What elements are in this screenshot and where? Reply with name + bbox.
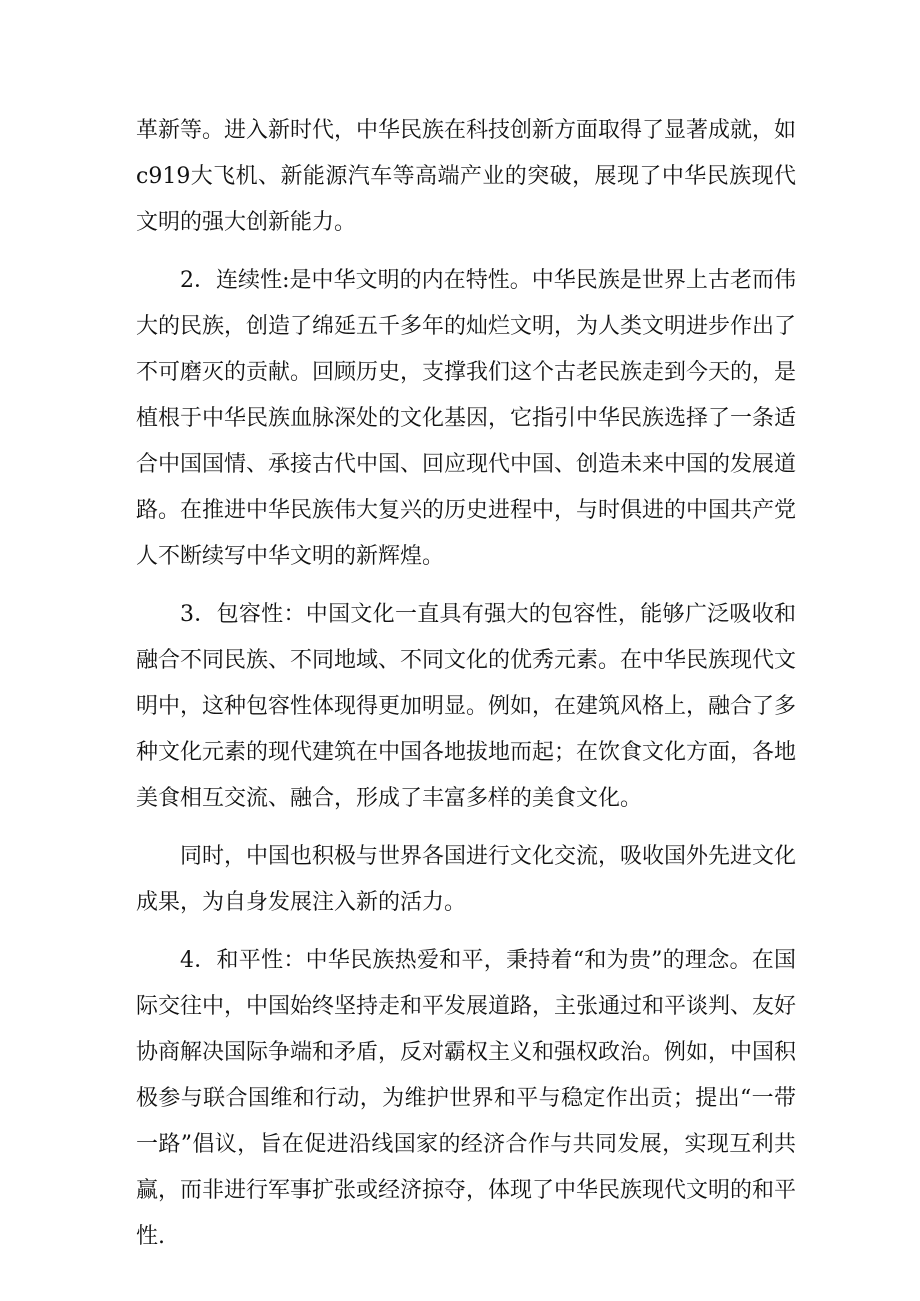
paragraph-innovation-continued: 革新等。进入新时代，中华民族在科技创新方面取得了显著成就，如c919大飞机、新能源汽车等高端产业的突破，展现了中华民族现代文明的强大创新能力。 — [136, 118, 797, 235]
paragraph-peacefulness: 4．和平性：中华民族热爱和平，秉持着“和为贵”的理念。在国际交往中，中国始终坚持走和平发展道路，主张通过和平谈判、友好协商解决国际争端和矛盾，反对霸权主义和强权政治。例如，中国积极参与联合国维和行动，为维护世界和平与稳定作出贡；提出“一带一路”倡议，旨在促进沿线国家的经济合作与共同发展，实现互利共赢，而非进行军事扩张或经济掠夺，体现了中华民族现代文明的和平性. — [136, 948, 797, 1249]
document-body — [136, 108, 796, 1260]
paragraph-cultural-exchange: 同时，中国也积极与世界各国进行文化交流，吸收国外先进文化成果，为自身发展注入新的活力。 — [136, 844, 797, 915]
paragraph-continuity: 2．连续性:是中华文明的内在特性。中华民族是世界上古老而伟大的民族，创造了绵延五千多年的灿烂文明，为人类文明进步作出了不可磨灭的贡献。回顾历史，支撑我们这个古老民族走到今天的，是植根于中华民族血脉深处的文化基因，它指引中华民族选择了一条适合中国国情、承接古代中国、回应现代中国、创造未来中国的发展道路。在推进中华民族伟大复兴的历史进程中，与时俱进的中国共产党人不断续写中华文明的新辉煌。 — [136, 268, 797, 569]
paragraph-inclusiveness: 3．包容性：中国文化一直具有强大的包容性，能够广泛吸收和融合不同民族、不同地域、不同文化的优秀元素。在中华民族现代文明中，这种包容性体现得更加明显。例如，在建筑风格上，融合了多种文化元素的现代建筑在中国各地拔地而起；在饮食文化方面，各地美食相互交流、融合，形成了丰富多样的美食文化。 — [136, 602, 797, 811]
